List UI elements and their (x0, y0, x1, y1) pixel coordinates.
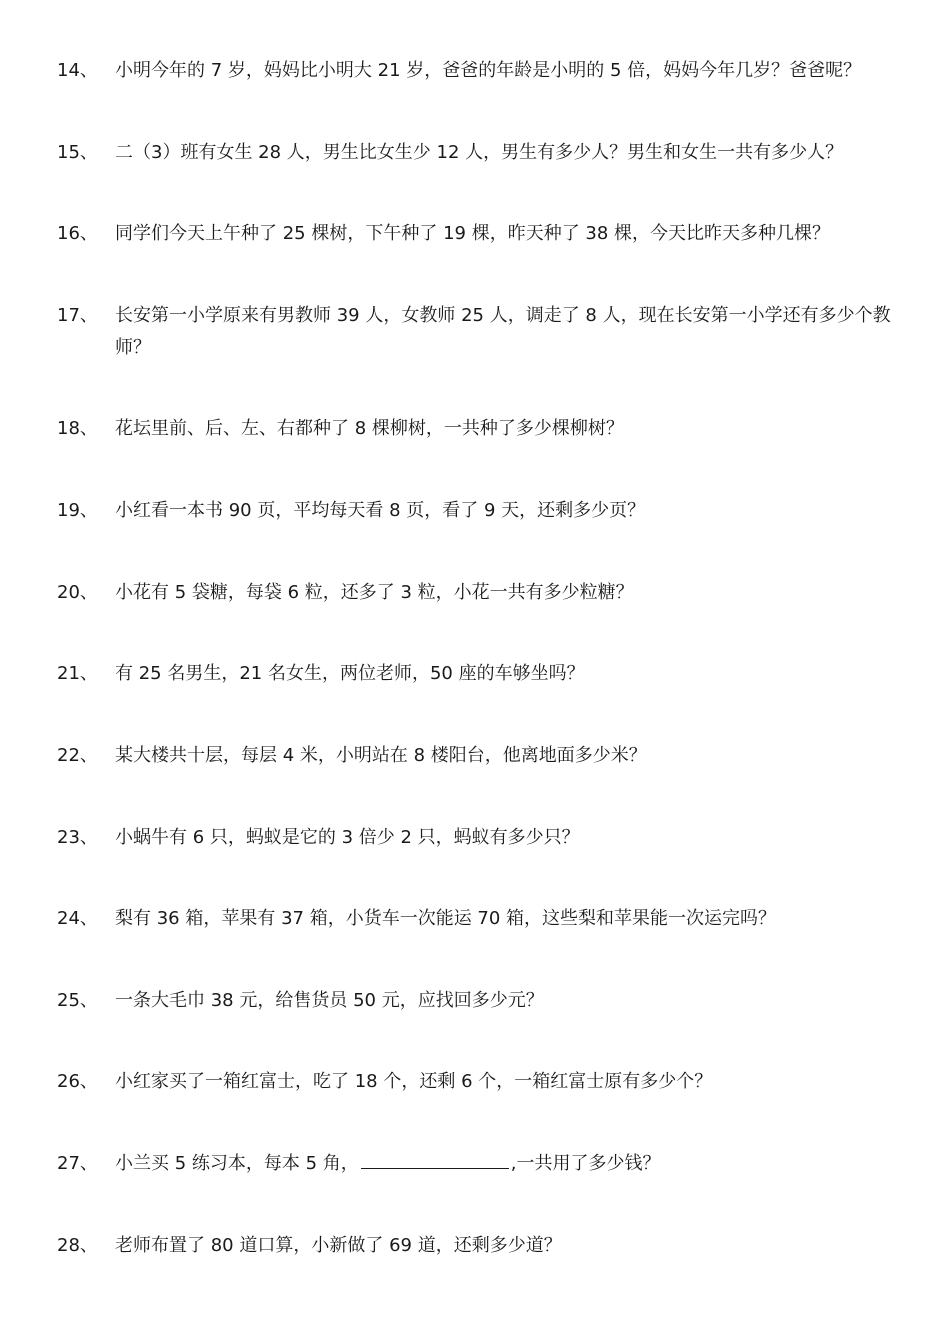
problem-number: 24、 (57, 908, 98, 929)
problem-text: 梨有 36 箱，苹果有 37 箱，小货车一次能运 70 箱，这些梨和苹果能一次运完吗？ (115, 908, 777, 929)
problem-text: 有 25 名男生，21 名女生，两位老师，50 座的车够坐吗？ (115, 663, 585, 684)
problem-number: 26、 (57, 1071, 98, 1092)
problem-text: 同学们今天上午种了 25 棵树，下午种了 19 棵，昨天种了 38 棵，今天比昨天多种几棵？ (115, 223, 831, 244)
problem-text: 某大楼共十层，每层 4 米，小明站在 8 楼阳台，他离地面多少米？ (115, 745, 647, 766)
problem-number: 17、 (57, 305, 98, 326)
problem-number: 14、 (57, 60, 98, 81)
problem-text: 小明今年的 7 岁，妈妈比小明大 21 岁，爸爸的年龄是小明的 5 倍，妈妈今年几岁？爸爸呢？ (115, 60, 862, 81)
problem-text: 小红家买了一箱红富士，吃了 18 个，还剩 6 个，一箱红富士原有多少个？ (115, 1071, 713, 1092)
problem-text: 一条大毛巾 38 元，给售货员 50 元，应找回多少元？ (115, 990, 544, 1011)
problem-text: 小花有 5 袋糖，每袋 6 粒，还多了 3 粒，小花一共有多少粒糖？ (115, 582, 634, 603)
problem-number: 20、 (57, 582, 98, 603)
problem-text-before: 小兰买 5 练习本，每本 5 角， (115, 1153, 359, 1174)
problem-text: 老师布置了 80 道口算，小新做了 69 道，还剩多少道？ (115, 1235, 562, 1256)
problem-text: 长安第一小学原来有男教师 39 人，女教师 25 人，调走了 8 人，现在长安第一小学还有多少个教师？ (115, 305, 891, 358)
problem-number: 15、 (57, 142, 98, 163)
answer-blank[interactable] (361, 1150, 509, 1169)
problem-number: 23、 (57, 827, 98, 848)
problem-text-after: ,一共用了多少钱？ (510, 1153, 661, 1174)
problem-number: 22、 (57, 745, 98, 766)
problem-text: 花坛里前、后、左、右都种了 8 棵柳树，一共种了多少棵柳树？ (115, 418, 624, 439)
problem-text (115, 1148, 895, 1180)
problem-number: 25、 (57, 990, 98, 1011)
problem-number: 27、 (57, 1153, 98, 1174)
problem-text: 小蜗牛有 6 只，蚂蚁是它的 3 倍少 2 只，蚂蚁有多少只？ (115, 827, 580, 848)
problem-number: 18、 (57, 418, 98, 439)
problem-text: 小红看一本书 90 页，平均每天看 8 页，看了 9 天，还剩多少页？ (115, 500, 646, 521)
problem-number: 21、 (57, 663, 98, 684)
problem-number: 28、 (57, 1235, 98, 1256)
problem-number: 19、 (57, 500, 98, 521)
problem-text: 二（3）班有女生 28 人，男生比女生少 12 人，男生有多少人？男生和女生一共有多少人？ (115, 142, 844, 163)
problem-number: 16、 (57, 223, 98, 244)
